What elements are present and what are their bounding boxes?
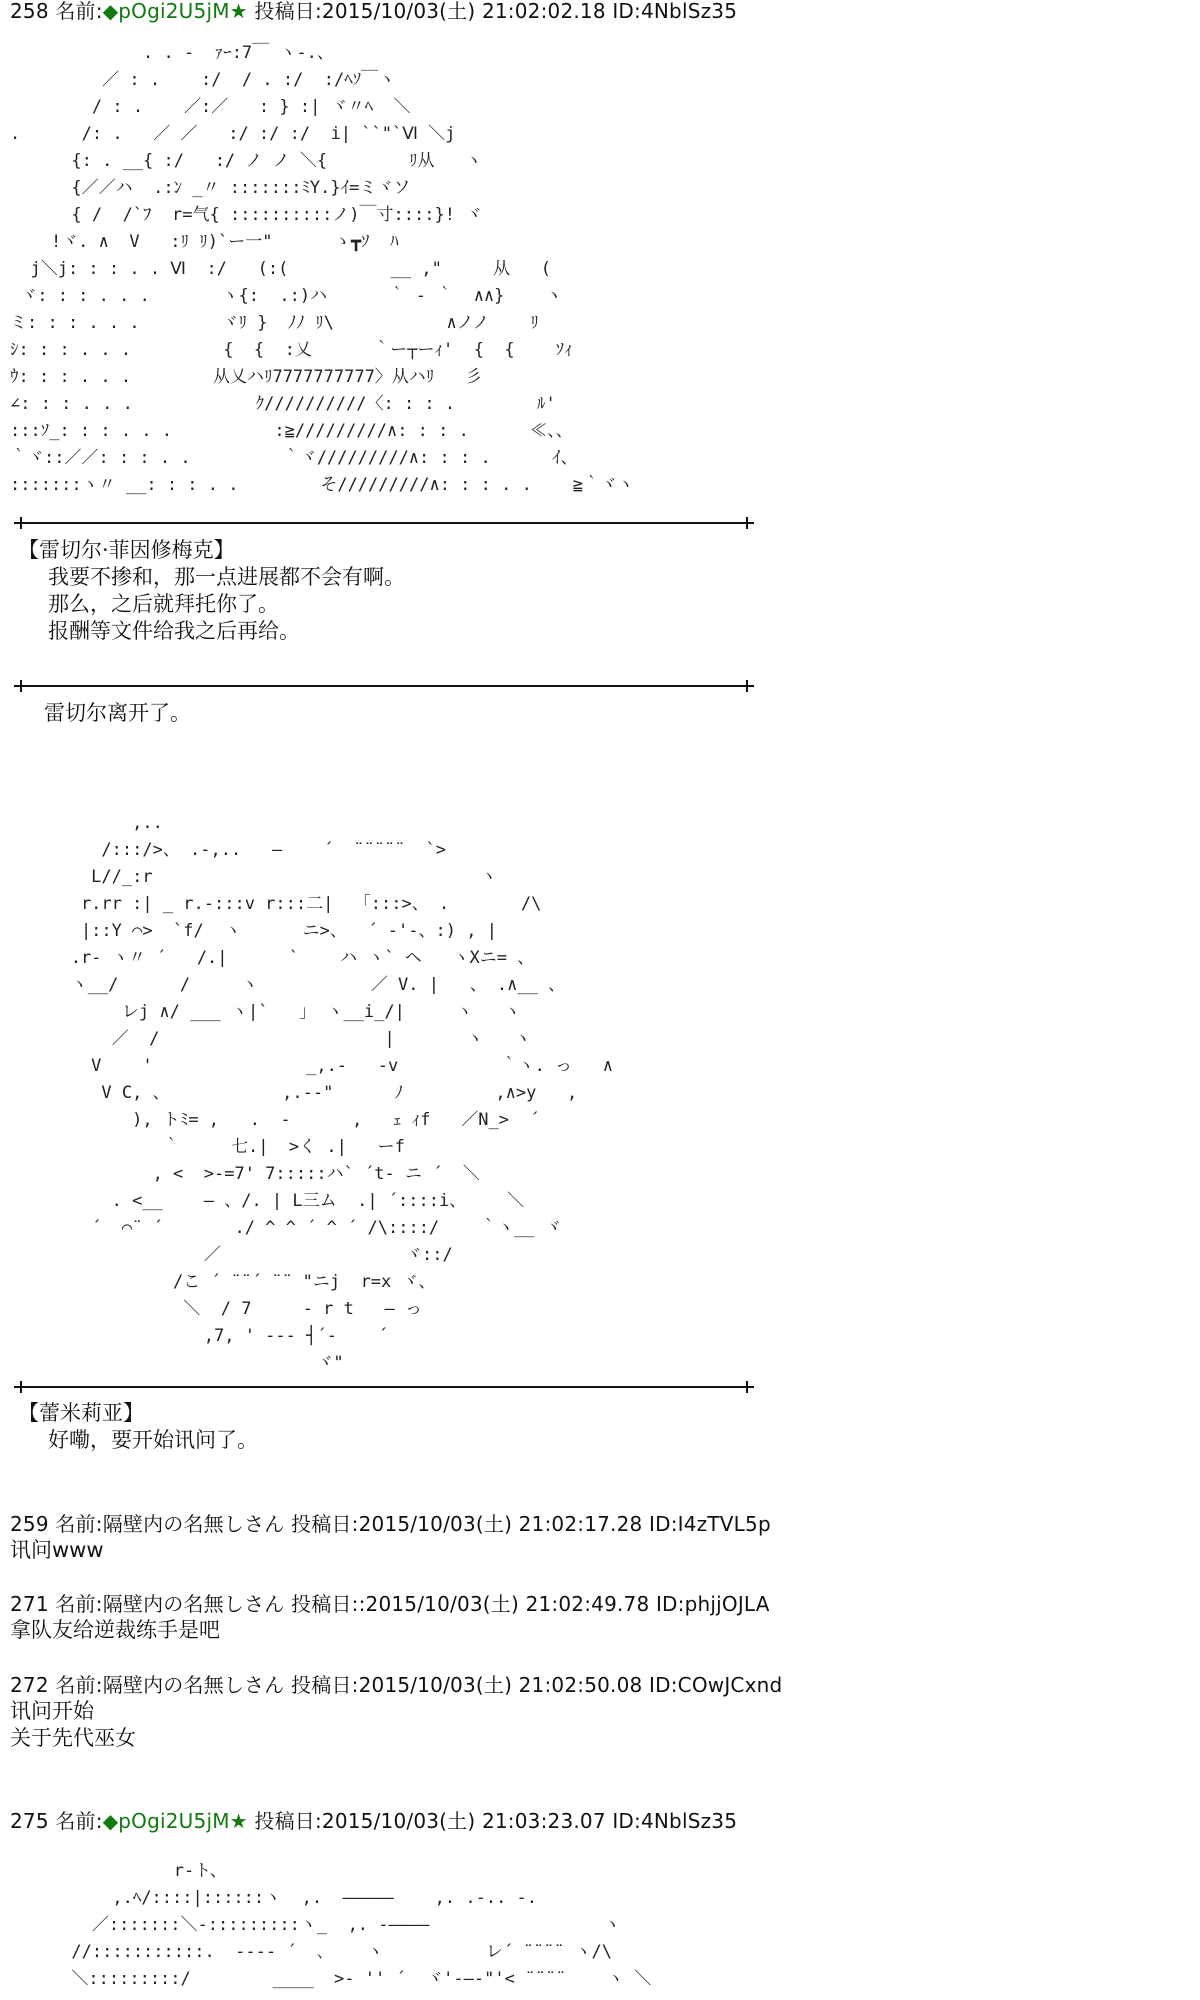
dialogue-block bbox=[18, 1400, 258, 1454]
post-header bbox=[10, 1511, 771, 1537]
narration bbox=[44, 700, 191, 727]
dialogue-line: 报酬等文件给我之后再给。 bbox=[48, 619, 300, 643]
post-header bbox=[10, 1672, 782, 1698]
post-body: 讯问www bbox=[10, 1538, 104, 1562]
ascii-art-partial: r-ト、 ,.ﾍ/::::|::::::ヽ ,. ――――― ,. .-.. -. ／:::::::＼-:::::::::ヽ_ ,. -―――― ヽ //:::::::::::. ---- ´ ､ ヽ レ´ ¨¨¨¨ ヽ/\ ＼:::::::::/ ____ >- '' ´ ヾ'-―-"'< ¨¨¨¨ ヽ ＼ bbox=[71, 1861, 652, 1989]
speaker-name: 【雷切尔·菲因修梅克】 bbox=[18, 538, 235, 562]
post-body: 关于先代巫女 bbox=[10, 1726, 136, 1750]
tripcode: ◆pOgi2U5jM bbox=[102, 0, 230, 23]
star-icon: ★ bbox=[229, 1809, 248, 1833]
post-header bbox=[10, 1808, 737, 1834]
post-date: 投稿日:2015/10/03(土) 21:03:23.07 ID:4NblSz35 bbox=[247, 1809, 738, 1833]
post-number: 275 bbox=[10, 1809, 49, 1833]
speaker-name: 【蕾米莉亚】 bbox=[18, 1401, 144, 1425]
ascii-art-remilia: ,.. /:::/>、 .-,.. ― ´ ¨¨¨¨¨ `> L//_:r ヽ r.rr :| _ r.-:::v r:::二| 「:::>、 . /\ |::Y ⌒> `f/ ヽ ニ>、 ´ -'-、:) , | .r- ヽ〃 ´ /.| ` ハ ヽ` ヘ ヽXニ= 、 ヽ__/ / ヽ ／ V. | 、 .∧__ 、 レj ∧/ ___ ヽ|` 」 ヽ__i_/| ヽ ヽ ／ / | ヽ ヽ V ' _,.- -v ｀ヽ. っ ∧ V C, 、 ,.-‐" ﾉ ,∧>y , ), トﾐ= , . - , ｪ ｨf ／N_> ´ ｀ 七.| >く .| ーf , < >-=7' 7:::::ハ` ´t- ニ ´ ＼ . <__ ― 、/. | L三ム .| ´::::i、 ＼ ´ ⌒¨ ´ ./ ^ ^ ´ ^ ´ /\::::/ ｀ヽ__ ヾ ／ ヾ::/ /こ ´ ¨¨´ ¨¨ "ニj r=x ヾ、 ＼ / 7 ‐ r t ― っ ,7, ' ‐‐‐ ┤´‐ ´ ヾ" bbox=[70, 813, 613, 1373]
post-header bbox=[10, 0, 737, 24]
poster-name: 隔壁内の名無しさん bbox=[102, 1592, 285, 1616]
post-body: 讯问开始 bbox=[10, 1699, 94, 1723]
post-number: 271 bbox=[10, 1592, 49, 1616]
post-number: 272 bbox=[10, 1673, 49, 1697]
dialogue-line: 那么，之后就拜托你了。 bbox=[48, 592, 279, 616]
poster-name: 隔壁内の名無しさん bbox=[102, 1512, 285, 1536]
name-label: 名前: bbox=[48, 1592, 103, 1616]
divider-rule bbox=[14, 1381, 754, 1393]
post-number: 258 bbox=[10, 0, 49, 23]
ascii-art-rachel: . . - ｧｰ:7￣ ヽ-.、 ／ : . :/ / . :/ :/ﾍｿ￣ヽ / : . ／:／ : } :| ヾ〃ﾍ ＼ . /: . ／ ／ :/ :/ :/ i| ``"`Ⅵ ＼j {: . __{ :/ :/ ノ ノ ＼{ ﾘ从 ヽ {／／ハ .:ﾝ _〃 :::::::ﾐY.}ｲ=ミヾソ { / /`ﾌ r=气{ ::::::::::ノ)￣寸::::}! ヾ !ヾ. ∧ V :ﾘ ﾘ)`ー一" ゝ┳ｿ ﾊ j＼j: : : . . Ⅵ :/ (:( __ ," 从 ( ヾ: : : . . . ヽ{: .:)ハ ｀ ‐ ｀ ∧∧} ヽ ミ: : : . . . ヾﾘ } ﾉﾉ ﾘ\ ∧ノノ ﾘ ｼ: : : . . . { { :乂 ｀ー┬ーｨ' { { ｿｨ ｳ: : : . . . 从乂ハﾘ7777777777〉从ハﾘ 彡 ∠: : : . . . ｸ//////////〈: : : . ﾙ' :::ｿ_: : : . . . :≧/////////∧: : : . ≪、、 ｀ヾ::／／: : : . . ｀ヾ/////////∧: : : . ｲ、 :::::::ヽ〃 __: : : . . そ/////////∧: : : . . ≧｀ヾヽ bbox=[10, 43, 634, 495]
post-header bbox=[10, 1591, 770, 1617]
name-label: 名前: bbox=[48, 0, 103, 23]
tripcode: ◆pOgi2U5jM bbox=[102, 1809, 230, 1833]
narration-line: 雷切尔离开了。 bbox=[44, 701, 191, 725]
name-label: 名前: bbox=[48, 1809, 103, 1833]
post-number: 259 bbox=[10, 1512, 49, 1536]
post-date: 投稿日:2015/10/03(土) 21:02:50.08 ID:COwJCxnd bbox=[284, 1673, 783, 1697]
post-date: 投稿日:2015/10/03(土) 21:02:17.28 ID:I4zTVL5p bbox=[284, 1512, 771, 1536]
divider-rule bbox=[14, 517, 754, 529]
star-icon: ★ bbox=[229, 0, 248, 23]
dialogue-block bbox=[18, 537, 405, 645]
divider-rule bbox=[14, 680, 754, 692]
post-date: 投稿日::2015/10/03(土) 21:02:49.78 ID:phjjOJLA bbox=[284, 1592, 770, 1616]
post-date: 投稿日:2015/10/03(土) 21:02:02.18 ID:4NblSz35 bbox=[247, 0, 738, 23]
poster-name: 隔壁内の名無しさん bbox=[102, 1673, 285, 1697]
post-body: 拿队友给逆裁练手是吧 bbox=[10, 1618, 220, 1642]
name-label: 名前: bbox=[48, 1512, 103, 1536]
dialogue-line: 我要不掺和，那一点进展都不会有啊。 bbox=[48, 565, 405, 589]
name-label: 名前: bbox=[48, 1673, 103, 1697]
dialogue-line: 好嘞，要开始讯问了。 bbox=[48, 1428, 258, 1452]
